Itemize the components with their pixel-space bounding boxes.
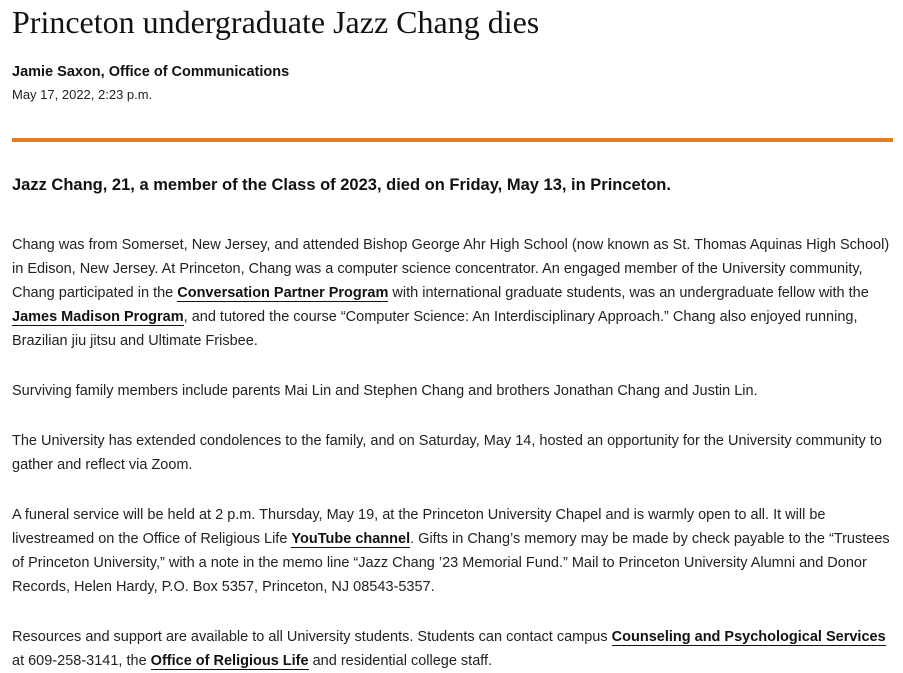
paragraph-text: at 609-258-3141, the [12,653,151,669]
counseling-services-link[interactable]: Counseling and Psychological Services [611,629,886,645]
youtube-channel-link[interactable]: YouTube channel [291,531,411,547]
paragraph-text: Chang was from Somerset, New Jersey, and attended Bishop George Ahr High School (now known as St. Thomas Aquinas High School) in Edison, New Jersey. At Princeton, Chang was a computer science concentrator. An engaged member of the University community, Chang participated in the [12,237,890,301]
paragraph-text: with international graduate students, was an undergraduate fellow with the [388,285,869,301]
paragraph-biography [12,233,893,353]
paragraph-text: , and tutored the course “Computer Science: An Interdisciplinary Approach.” Chang also enjoyed running, Brazilian jiu jitsu and Ultimate Frisbee. [12,309,858,349]
paragraph-text: . Gifts in Chang’s memory may be made by check payable to the “Trustees of Princeton University,” with a note in the memo line “Jazz Chang ’23 Memorial Fund.” Mail to Princeton University Alumni and Donor Records, Helen Hardy, P.O. Box 5357, Princeton, NJ 08543-5357. [12,531,890,595]
headline: Princeton undergraduate Jazz Chang dies [12,4,540,40]
article [12,0,893,673]
accent-divider [12,138,893,142]
office-of-religious-life-link[interactable]: Office of Religious Life [150,653,309,669]
conversation-partner-program-link[interactable]: Conversation Partner Program [177,285,389,301]
publish-date: May 17, 2022, 2:23 p.m. [12,87,153,102]
paragraph-resources [12,625,893,673]
byline: Jamie Saxon, Office of Communications [12,64,290,80]
paragraph-text: and residential college staff. [308,653,493,669]
paragraph-family: Surviving family members include parents Mai Lin and Stephen Chang and brothers Jonathan Chang and Justin Lin. [12,383,758,399]
lede: Jazz Chang, 21, a member of the Class of 2023, died on Friday, May 13, in Princeton. [12,176,671,194]
paragraph-condolences: The University has extended condolences to the family, and on Saturday, May 14, hosted an opportunity for the University community to gather and reflect via Zoom. [12,433,882,473]
paragraph-funeral [12,503,893,599]
paragraph-text: A funeral service will be held at 2 p.m. Thursday, May 19, at the Princeton University Chapel and is warmly open to all. It will be livestreamed on the Office of Religious Life [12,507,826,547]
james-madison-program-link[interactable]: James Madison Program [12,309,184,325]
paragraph-text: Resources and support are available to all University students. Students can contact campus [12,629,612,645]
